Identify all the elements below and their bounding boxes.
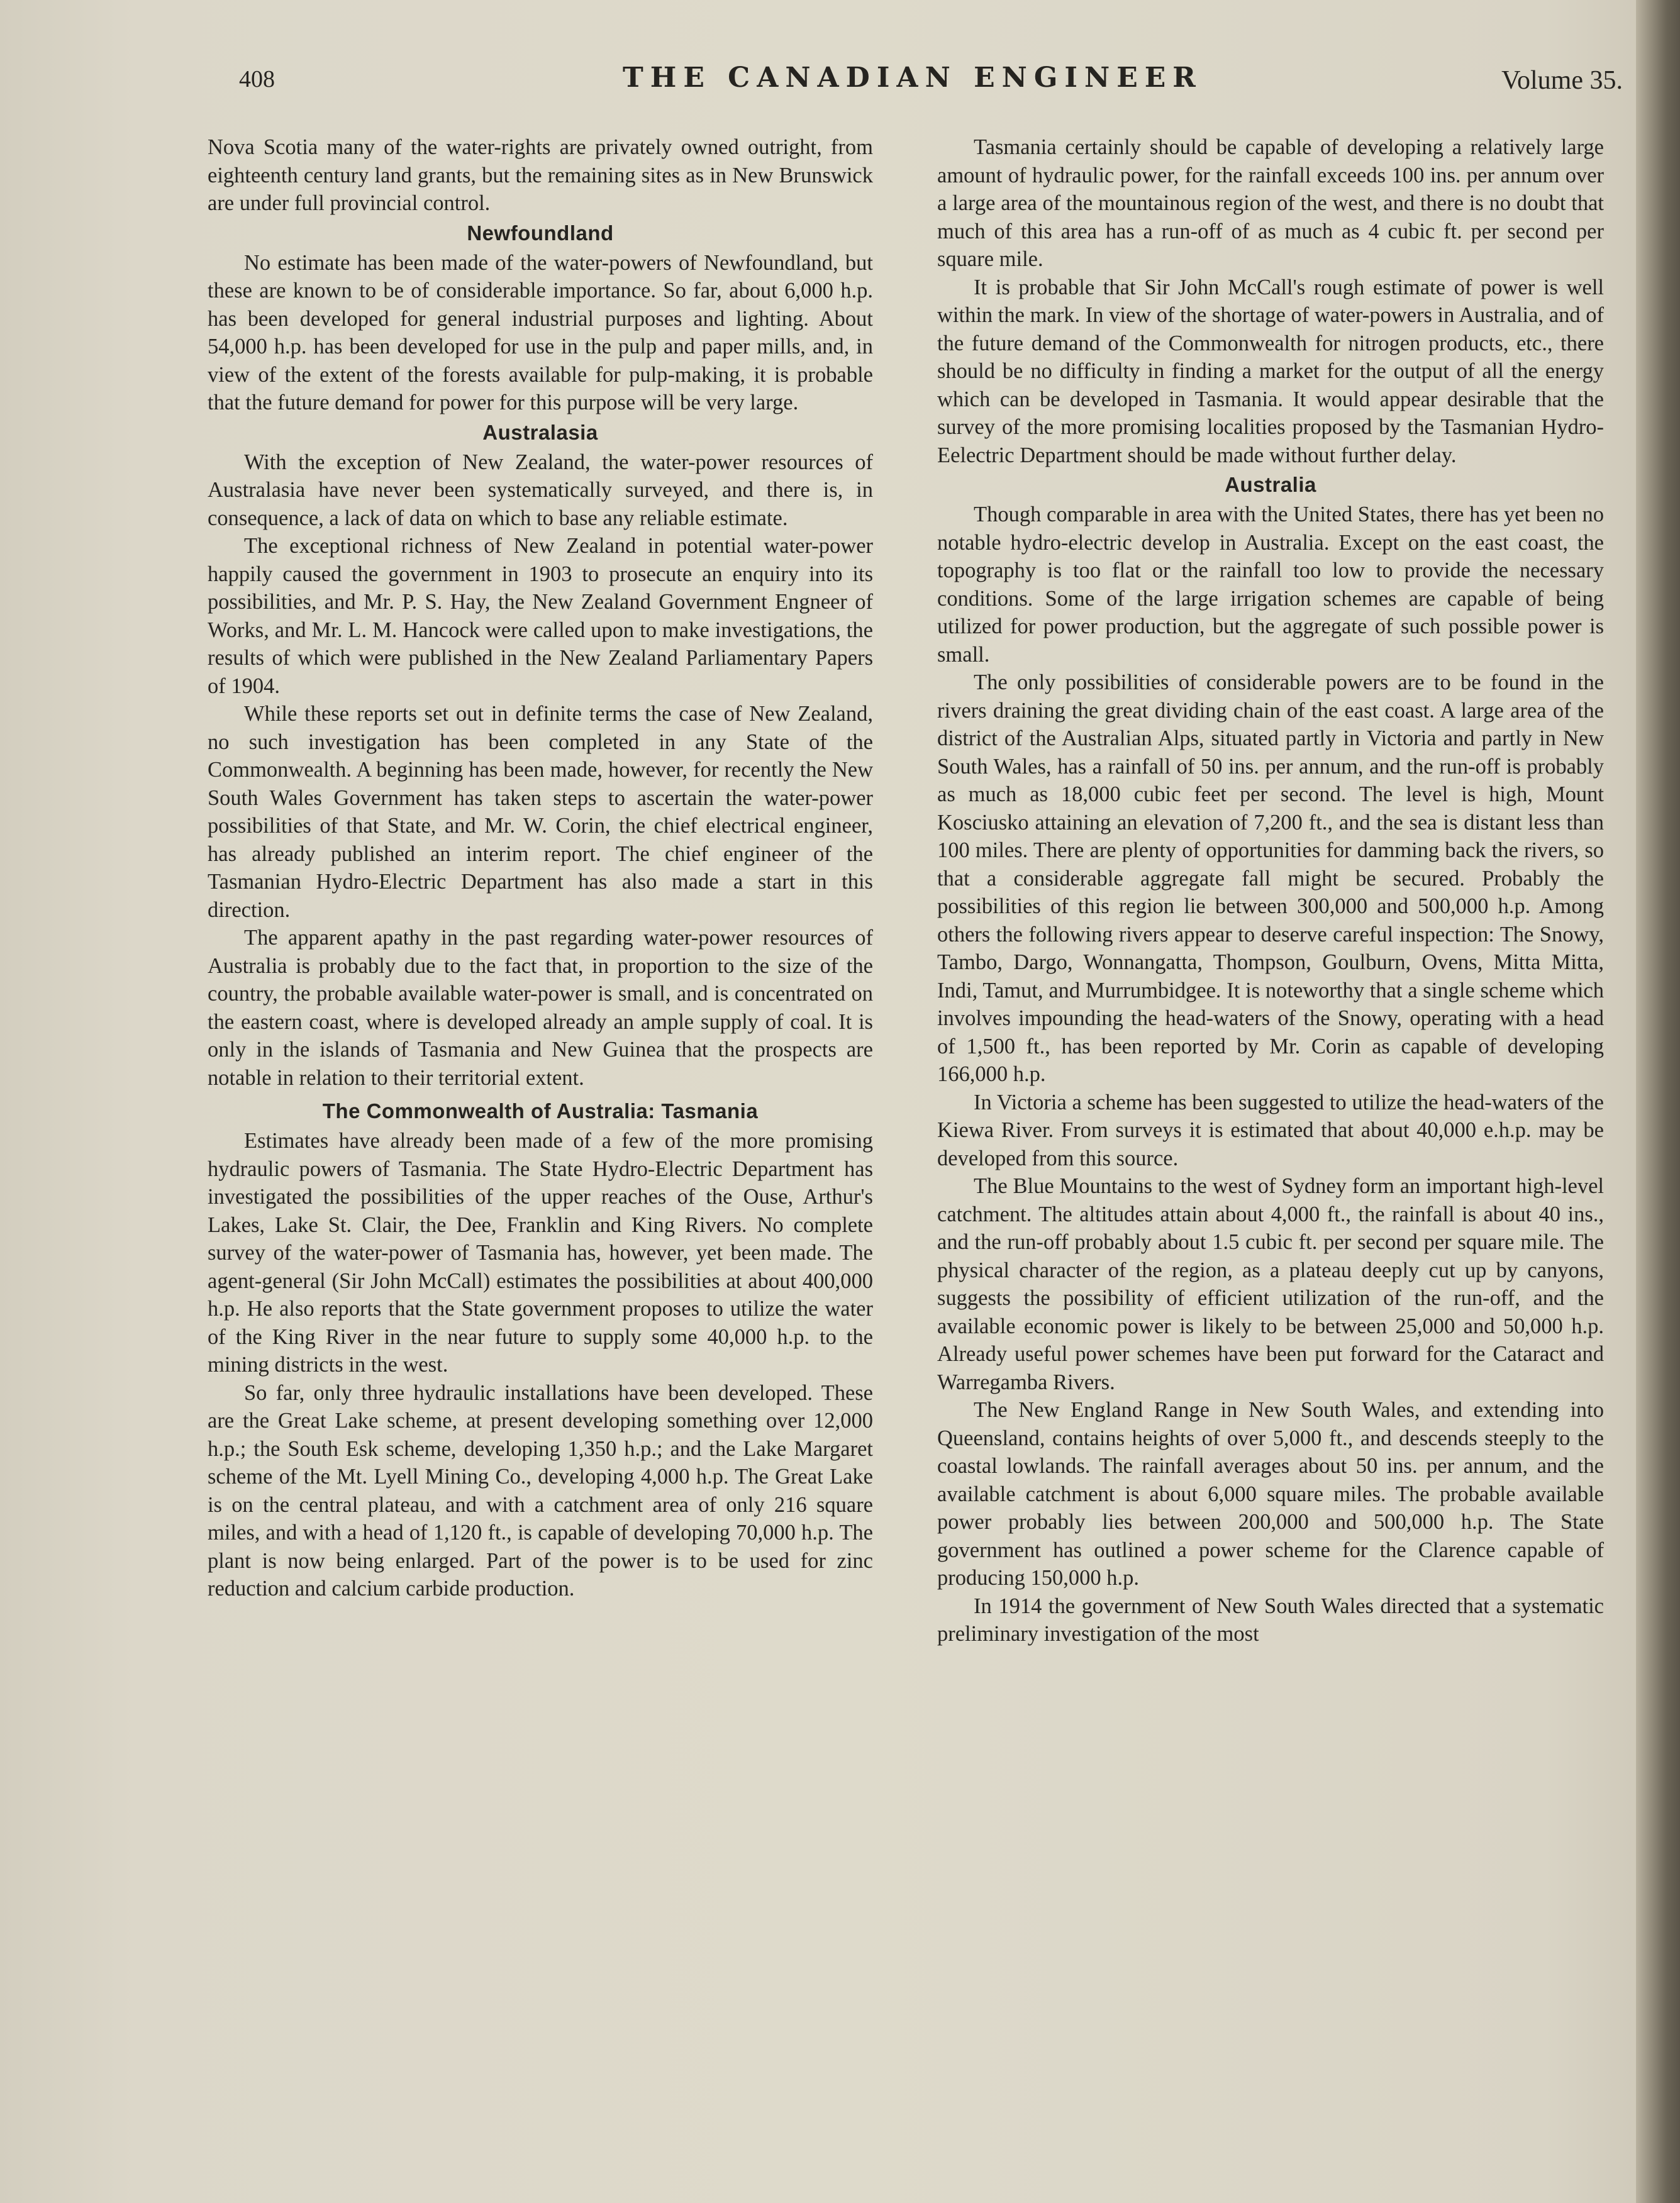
paragraph: The New England Range in New South Wales, and extending into Queensland, contains heights of over 5,000 ft., and descends steeply to the coastal lowlands. The rainfall averages about 50 ins. per annum, and the available catchment is about 6,000 square miles. The probable available power probably lies between 200,000 and 500,000 h.p. The State government has outlined a power scheme for the Clarence capable of producing 150,000 h.p. (937, 1398, 1604, 1590)
paragraph: In Victoria a scheme has been suggested to utilize the head-waters of the Kiewa River. From surveys it is estimated that about 40,000 e.h.p. may be developed from this source. (937, 1090, 1604, 1170)
paragraph: The only possibilities of considerable powers are to be found in the rivers draining the great dividing chain of the east coast. A large area of the district of the Australian Alps, situated partly in Victoria and partly in New South Wales, has a rainfall of 50 ins. per annum, and the run-off is probably as much as 18,000 cubic feet per second. The level is high, Mount Kosciusko attaining an elevation of 7,200 ft., and the sea is distant less than 100 miles. There are plenty of opportunities for damming back the rivers, so that a considerable aggregate fall might be secured. Probably the possibilities of this region lie between 300,000 and 500,000 h.p. Among others the following rivers appear to deserve careful inspection: The Snowy, Tambo, Dargo, Wonnangatta, Thompson, Goulburn, Ovens, Mitta Mitta, Indi, Tamut, and Murrumbidgee. It is noteworthy that a single scheme which involves impounding the head-waters of the Snowy, operating with a head of 1,500 ft., has been reported by Mr. Corin as capable of developing 166,000 h.p. (937, 670, 1604, 1086)
journal-title: THE CANADIAN ENGINEER (623, 62, 1203, 94)
paragraph: The exceptional richness of New Zealand in potential water-power happily caused the government in 1903 to prosecute an enquiry into its possibilities, and Mr. P. S. Hay, the New Zealand Government Engneer of Works, and Mr. L. M. Hancock were called upon to make investigations, the results of which were published in the New Zealand Parliamentary Papers of 1904. (208, 534, 873, 698)
paragraph: It is probable that Sir John McCall's rough estimate of power is well within the mark. In view of the shortage of water-powers in Australia, and of the future demand of the Commonwealth for nitrogen products, etc., there should be no difficulty in finding a market for the output of all the energy which can be developed in Tasmania. It would appear desirable that the survey of the more promising localities proposed by the Tasmanian Hydro-Eelectric Department should be made without further delay. (937, 275, 1604, 467)
paragraph: No estimate has been made of the water-powers of Newfoundland, but these are known to be of considerable importance. So far, about 6,000 h.p. has been developed for general industrial purposes and lighting. About 54,000 h.p. has been developed for use in the pulp and paper mills, and, in view of the extent of the forests available for pulp-making, it is probable that the future demand for power for this purpose will be very large. (208, 250, 873, 414)
book-binding-edge (1636, 0, 1680, 2203)
running-header (239, 62, 1623, 99)
paragraph: So far, only three hydraulic installations have been developed. These are the Great Lake scheme, at present developing something over 12,000 h.p.; the South Esk scheme, developing 1,350 h.p.; and the Lake Margaret scheme of the Mt. Lyell Mining Co., developing 4,000 h.p. The Great Lake is on the central plateau, and with a catchment area of only 216 square miles, and with a head of 1,120 ft., is capable of developing 70,000 h.p. The plant is now being enlarged. Part of the power is to be used for zinc reduction and calcium carbide production. (208, 1380, 873, 1601)
paragraph: Estimates have already been made of a few of the more promising hydraulic powers of Tasmania. The State Hydro-Electric Department has investigated the possibilities of the upper reaches of the Ouse, Arthur's Lakes, Lake St. Clair, the Dee, Franklin and King Rivers. No complete survey of the water-power of Tasmania has, however, yet been made. The agent-general (Sir John McCall) estimates the possibilities at about 400,000 h.p. He also reports that the State government proposes to utilize the water of the King River in the near future to supply some 40,000 h.p. to the mining districts in the west. (208, 1129, 873, 1377)
right-column (937, 133, 1604, 1648)
section-heading: Australasia (482, 420, 598, 444)
paragraph: While these reports set out in definite terms the case of New Zealand, no such investigation has been completed in any State of the Commonwealth. A beginning has been made, however, for recently the New South Wales Government has taken steps to ascertain the water-power possibilities of that State, and Mr. W. Corin, the chief electrical engineer, has already published an interim report. The chief engineer of the Tasmanian Hydro-Electric Department has also made a start in this direction. (208, 702, 873, 922)
paragraph: Tasmania certainly should be capable of developing a relatively large amount of hydraulic power, for the rainfall exceeds 100 ins. per annum over a large area of the mountainous region of the west, and there is no doubt that much of this area has a run-off of as much as 4 cubic ft. per second per square mile. (937, 135, 1604, 271)
paragraph: The apparent apathy in the past regarding water-power resources of Australia is probably due to the fact that, in proportion to the size of the country, the probable available water-power is small, and is concentrated on the eastern coast, where is developed already an ample supply of coal. It is only in the islands of Tasmania and New Guinea that the prospects are notable in relation to their territorial extent. (208, 926, 873, 1090)
paragraph: Nova Scotia many of the water-rights are privately owned outright, from eighteenth century land grants, but the remaining sites as in New Brunswick are under full provincial control. (208, 135, 873, 215)
paragraph: Though comparable in area with the United States, there has yet been no notable hydro-electric develop in Australia. Except on the east coast, the topography is too flat or the rainfall too low to provide the necessary conditions. Some of the large irrigation schemes are capable of being utilized for power production, but the aggregate of such possible power is small. (937, 502, 1604, 667)
section-heading: The Commonwealth of Australia: Tasmania (322, 1099, 759, 1123)
paragraph: The Blue Mountains to the west of Sydney form an important high-level catchment. The altitudes attain about 4,000 ft., the rainfall is about 40 ins., and the run-off probably about 1.5 cubic ft. per second per square mile. The physical character of the region, as a plateau deeply cut up by canyons, suggests the possibility of efficient utilization of the run-off, and the available economic power is likely to be between 25,000 and 50,000 h.p. Already useful power schemes have been put forward for the Cataract and Warregamba Rivers. (937, 1174, 1604, 1394)
paragraph: In 1914 the government of New South Wales directed that a systematic preliminary investigation of the most (937, 1594, 1604, 1646)
paragraph: With the exception of New Zealand, the water-power resources of Australasia have never been systematically surveyed, and there is, in consequence, a lack of data on which to base any reliable estimate. (208, 450, 873, 530)
left-column (208, 133, 873, 1603)
section-heading: Newfoundland (467, 221, 614, 245)
section-heading: Australia (1225, 473, 1316, 496)
volume-label: Volume 35. (1501, 66, 1623, 95)
page-number: 408 (239, 66, 275, 92)
